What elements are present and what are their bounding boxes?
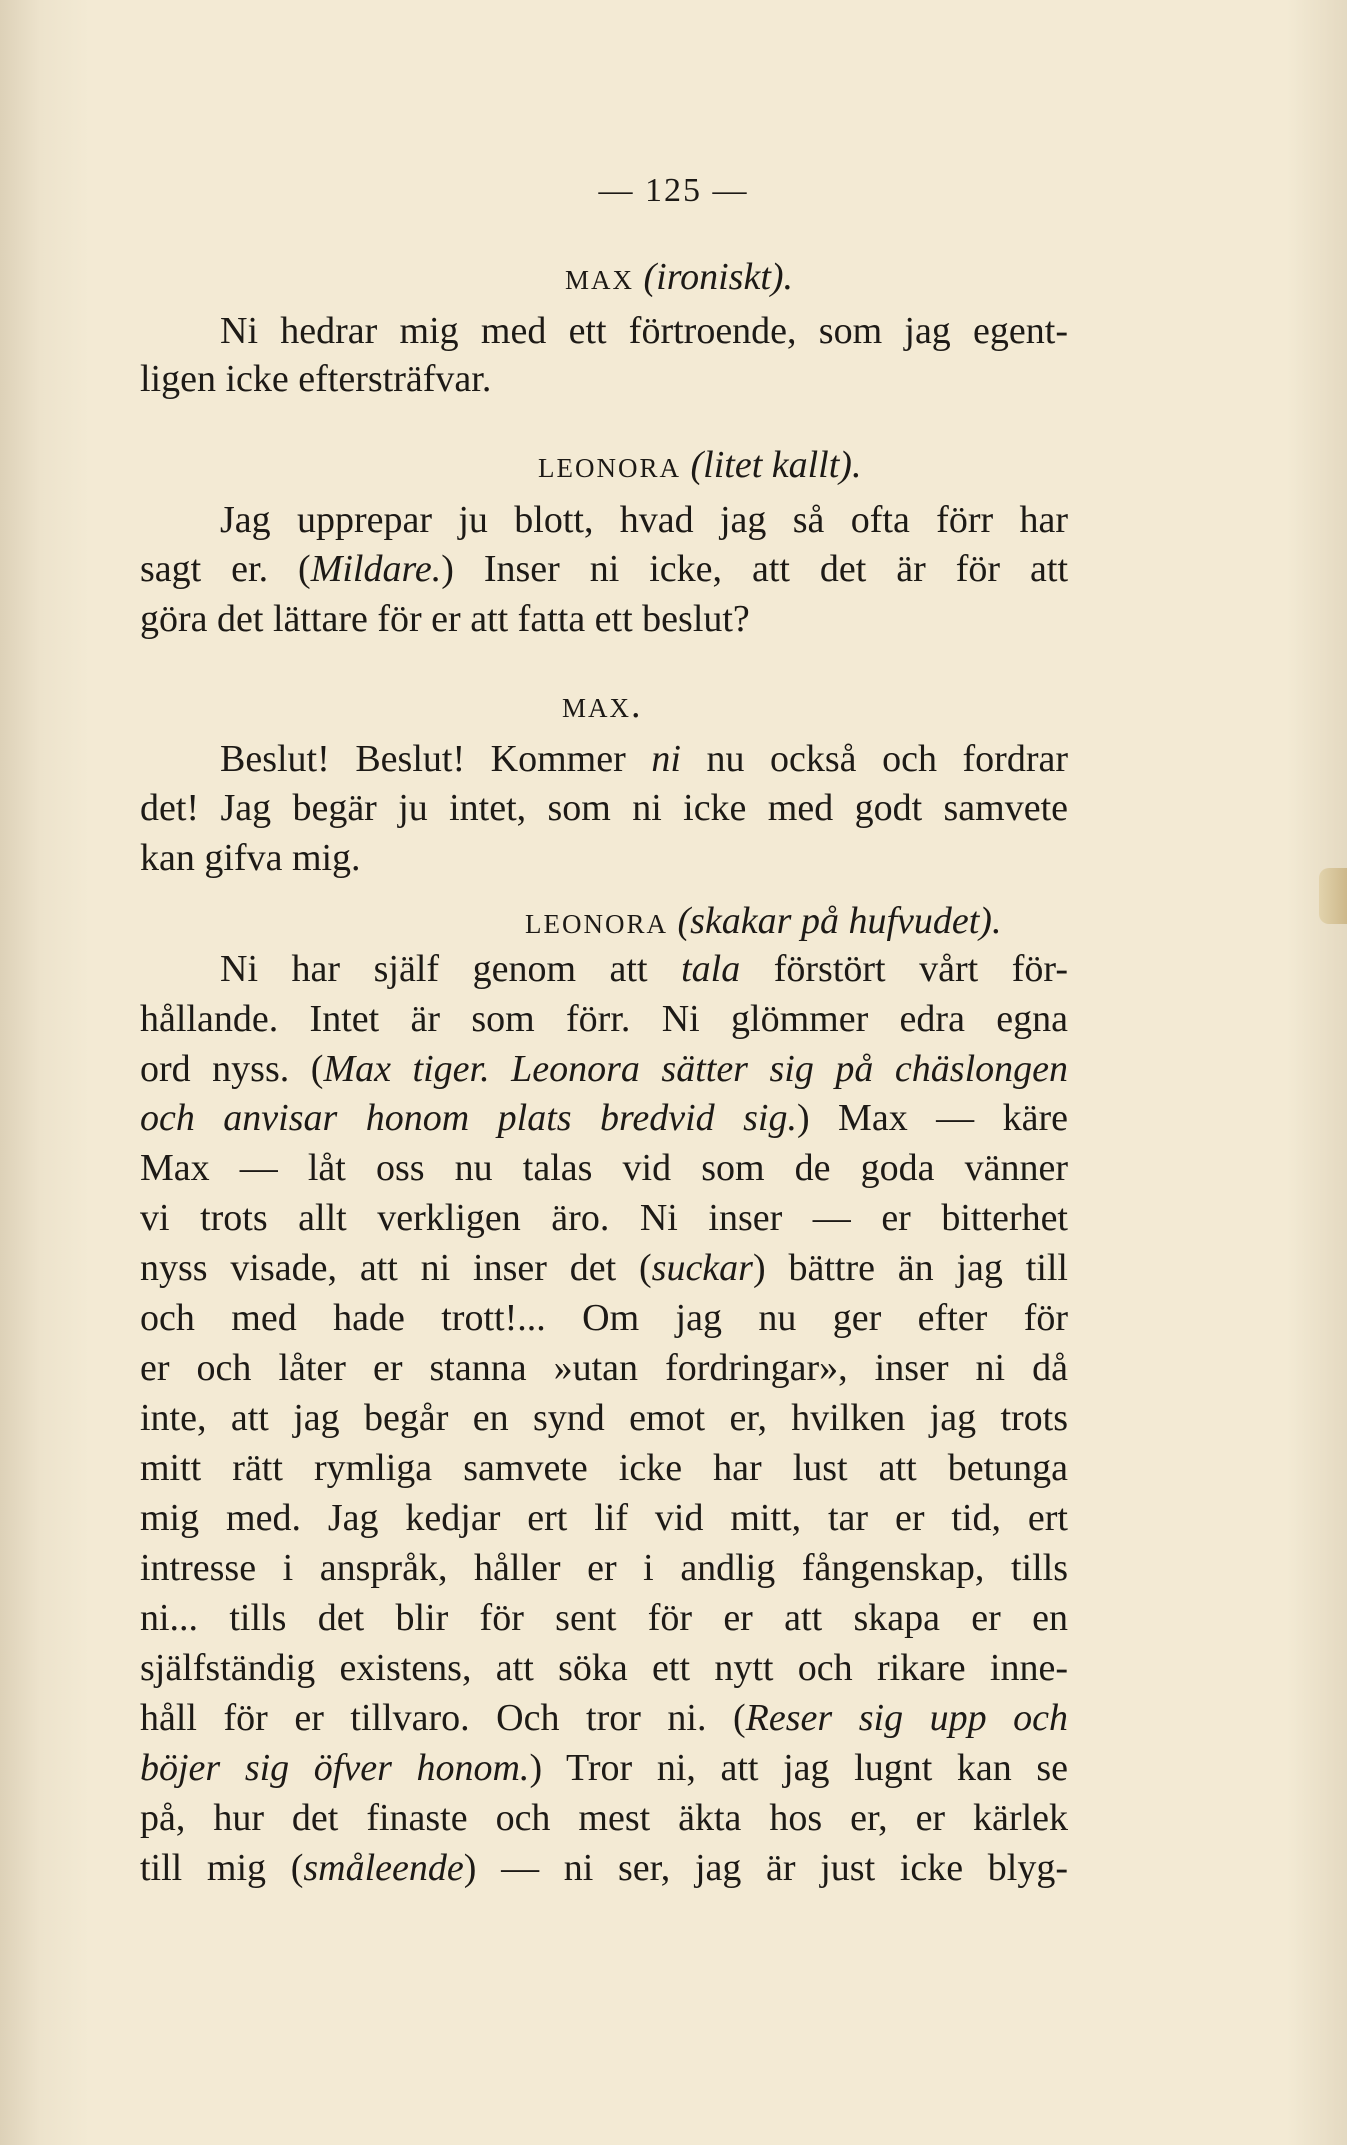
speaker-name: leonora [525, 900, 668, 942]
text-line: böjer sig öfver honom.) Tror ni, att jag lugnt kan se [140, 1747, 1068, 1789]
text-line: och anvisar honom plats bredvid sig.) Max — käre [140, 1097, 1068, 1139]
text-line: mitt rätt rymliga samvete icke har lust att betunga [140, 1447, 1068, 1489]
text-line: och med hade trott!... Om jag nu ger efter för [140, 1297, 1068, 1339]
page-number-header: — 125 — [598, 172, 749, 209]
text-line: håll för er tillvaro. Och tror ni. (Reser sig upp och [140, 1697, 1068, 1739]
speaker-name: leonora [538, 444, 681, 486]
text-line: inte, att jag begår en synd emot er, hvilken jag trots [140, 1397, 1068, 1439]
text-line: själfständig existens, att söka ett nytt och rikare inne- [140, 1647, 1068, 1689]
text-line: på, hur det finaste och mest äkta hos er, er kärlek [140, 1797, 1068, 1839]
speaker-max-2 [0, 680, 1347, 730]
text-line: nyss visade, att ni inser det (suckar) bättre än jag till [140, 1247, 1068, 1289]
stage-direction: (ironiskt). [643, 256, 794, 298]
text-line: Beslut! Beslut! Kommer ni nu också och fordrar [220, 738, 1068, 780]
text-line: ligen icke eftersträfvar. [140, 358, 492, 400]
speaker-max-1 [0, 252, 1347, 302]
text-line: Ni har själf genom att tala förstört vårt för- [220, 948, 1068, 990]
text-line: Jag upprepar ju blott, hvad jag så ofta förr har [220, 499, 1068, 541]
text-line: till mig (småleende) — ni ser, jag är just icke blyg- [140, 1847, 1068, 1889]
text-line: sagt er. (Mildare.) Inser ni icke, att det är för att [140, 548, 1068, 590]
text-line: Max — låt oss nu talas vid som de goda vänner [140, 1147, 1068, 1189]
speaker-name: max [565, 256, 635, 298]
speaker-leonora-1 [0, 440, 1347, 490]
speaker-leonora-2 [0, 896, 1347, 946]
text-line: det! Jag begär ju intet, som ni icke med godt samvete [140, 787, 1068, 829]
text-line: vi trots allt verkligen äro. Ni inser — er bitterhet [140, 1197, 1068, 1239]
speaker-name: max. [562, 684, 643, 726]
text-line: mig med. Jag kedjar ert lif vid mitt, tar er tid, ert [140, 1497, 1068, 1539]
text-line: ni... tills det blir för sent för er att skapa er en [140, 1597, 1068, 1639]
text-line: hållande. Intet är som förr. Ni glömmer edra egna [140, 998, 1068, 1040]
text-line: kan gifva mig. [140, 837, 361, 879]
text-line: ord nyss. (Max tiger. Leonora sätter sig på chäslongen [140, 1048, 1068, 1090]
stage-direction: (litet kallt). [690, 444, 862, 486]
text-line: er och låter er stanna »utan fordringar», inser ni då [140, 1347, 1068, 1389]
text-line: göra det lättare för er att fatta ett beslut? [140, 598, 750, 640]
stage-direction: (skakar på hufvudet). [677, 900, 1002, 942]
text-line: Ni hedrar mig med ett förtroende, som jag egent- [220, 310, 1068, 352]
text-line: intresse i anspråk, håller er i andlig fångenskap, tills [140, 1547, 1068, 1589]
